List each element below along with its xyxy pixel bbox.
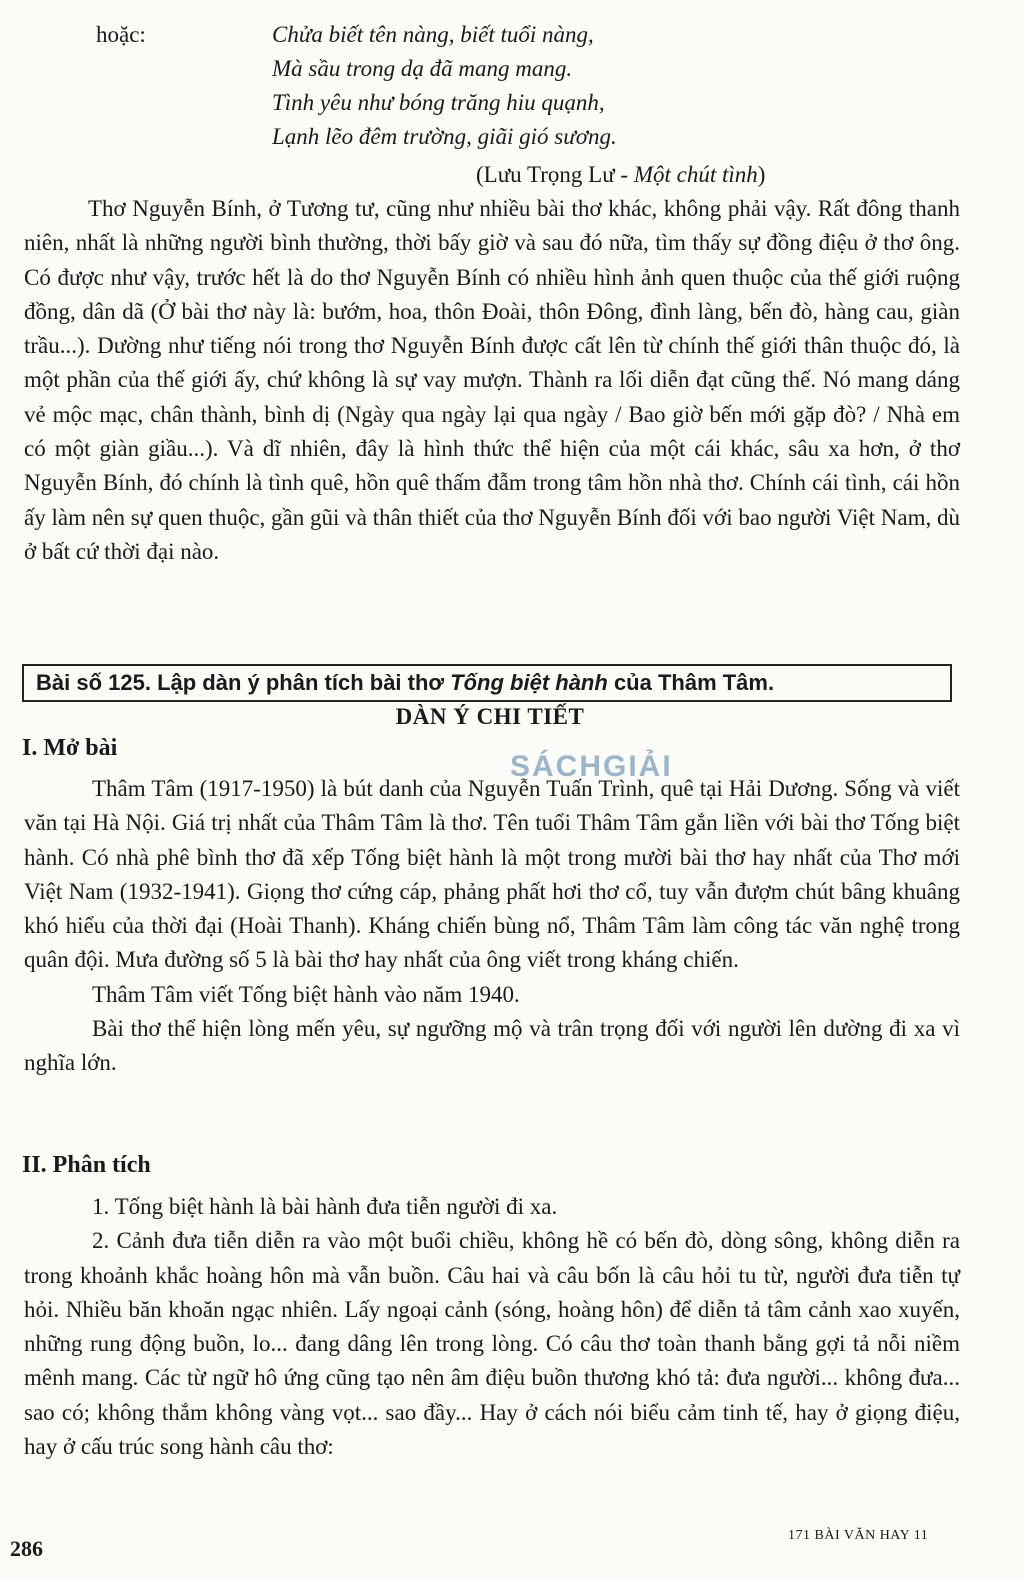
- paragraph-text: Thâm Tâm viết Tống biệt hành vào năm 1940.: [92, 981, 520, 1007]
- section-heading-analysis: II. Phân tích: [22, 1152, 151, 1178]
- poem-line: Mà sầu trong dạ đã mang mang.: [272, 56, 573, 81]
- paragraph-text: 2. Cảnh đưa tiễn diễn ra vào một buổi chiều, không hề có bến đò, dòng sông, không diễn ra trong khoảnh khắc hoàng hôn mà vẫn buồn. Câu hai và câu bốn là câu hỏi tu từ, người đưa tiễn tự hỏi. Nhiều băn khoăn ngạc nhiên. Lấy ngoại cảnh (sóng, hoàng hôn) để diễn tả tâm cảnh xao xuyến, những rung động buồn, lo... đang dâng lên trong lòng. Có câu thơ toàn thanh bằng gợi tả nỗi niềm mênh mang. Các từ ngữ hô ứng cũng tạo nên âm điệu buồn thương khó tả: đưa người... không đưa... sao có; không thắm không vàng vọt... sao đầy... Hay ở cách nói biểu cảm tinh tế, hay ở giọng điệu, hay ở cấu trúc song hành câu thơ:: [24, 1228, 960, 1460]
- poem-citation: [476, 162, 765, 188]
- poem-line: Tình yêu như bóng trăng hiu quạnh,: [272, 90, 605, 115]
- paragraph-text: Thâm Tâm (1917-1950) là bút danh của Nguyễn Tuấn Trình, quê tại Hải Dương. Sống và viết văn tại Hà Nội. Giá trị nhất của Thâm Tâm là thơ. Tên tuổi Thâm Tâm gắn liền với bài thơ Tống biệt hành. Có nhà phê bình thơ đã xếp Tống biệt hành là một trong mười bài thơ hay nhất của Thơ mới Việt Nam (1932-1941). Giọng thơ cứng cáp, phảng phất hơi thơ cổ, tuy vẫn đượm chút bâng khuâng khó hiểu của thời đại (Hoài Thanh). Kháng chiến bùng nổ, Thâm Tâm làm công tác văn nghệ trong quân đội. Mưa đường số 5 là bài thơ hay nhất của ông viết trong kháng chiến.: [24, 776, 960, 973]
- exercise-box: [22, 664, 952, 702]
- poem-line: Lạnh lẽo đêm trường, giãi gió sương.: [272, 124, 617, 149]
- exercise-poem-title: Tống biệt hành: [450, 670, 608, 695]
- watermark-logo: SÁCHGIẢI: [510, 750, 673, 783]
- paragraph-text: Bài thơ thể hiện lòng mến yêu, sự ngưỡng mộ và trân trọng đối với người lên dường đi xa vì nghĩa lớn.: [24, 1016, 960, 1076]
- running-footer-title: 171 BÀI VĂN HAY 11: [788, 1528, 929, 1543]
- citation-author: (Lưu Trọng Lư -: [476, 162, 634, 187]
- exercise-prefix: Bài số 125. Lập dàn ý phân tích bài thơ: [36, 670, 451, 695]
- citation-end: ): [757, 162, 766, 187]
- paragraph-text: Thơ Nguyễn Bính, ở Tương tư, cũng như nhiều bài thơ khác, không phải vậy. Rất đông thanh niên, nhất là những người bình thường, thời bấy giờ và sau đó nữa, tìm thấy sự đồng điệu ở thơ ông. Có được như vậy, trước hết là do thơ Nguyễn Bính có nhiều hình ảnh quen thuộc của thế giới ruộng đồng, dân dã (Ở bài thơ này là: bướm, hoa, thôn Đoài, thôn Đông, đình làng, bến đò, hàng cau, giàn trầu...). Dường như tiếng nói trong thơ Nguyễn Bính được cất lên từ chính thế giới thân thuộc đó, là một phần của thế giới ấy, chứ không là sự vay mượn. Thành ra lối diễn đạt cũng thế. Nó mang dáng vẻ mộc mạc, chân thành, bình dị (Ngày qua ngày lại qua ngày / Bao giờ bến mới gặp đò? / Nhà em có một giàn giầu...). Và dĩ nhiên, đây là hình thức thể hiện của một cái khác, sâu xa hơn, ở thơ Nguyễn Bính, đó chính là tình quê, hồn quê thấm đẫm trong tâm hồn nhà thơ. Chính cái tình, cái hồn ấy làm nên sự quen thuộc, gần gũi và thân thiết của thơ Nguyễn Bính đối với bao người Việt Nam, dù ở bất cứ thời đại nào.: [24, 196, 960, 564]
- section-analysis-body: [24, 1190, 960, 1464]
- paragraph-text: 1. Tống biệt hành là bài hành đưa tiễn người đi xa.: [92, 1194, 558, 1219]
- commentary-paragraph: [24, 192, 960, 569]
- section-intro-body: [24, 772, 960, 1081]
- exercise-suffix: của Thâm Tâm.: [607, 670, 775, 695]
- page-number: 286: [10, 1536, 43, 1561]
- outline-title: DÀN Ý CHI TIẾT: [395, 704, 585, 729]
- section-heading-intro: I. Mở bài: [22, 735, 118, 761]
- poem-line: Chửa biết tên nàng, biết tuổi nàng,: [272, 22, 594, 47]
- poem-lead: hoặc:: [96, 22, 146, 47]
- poem-lines: [272, 18, 617, 154]
- citation-title: Một chút tình: [633, 162, 758, 187]
